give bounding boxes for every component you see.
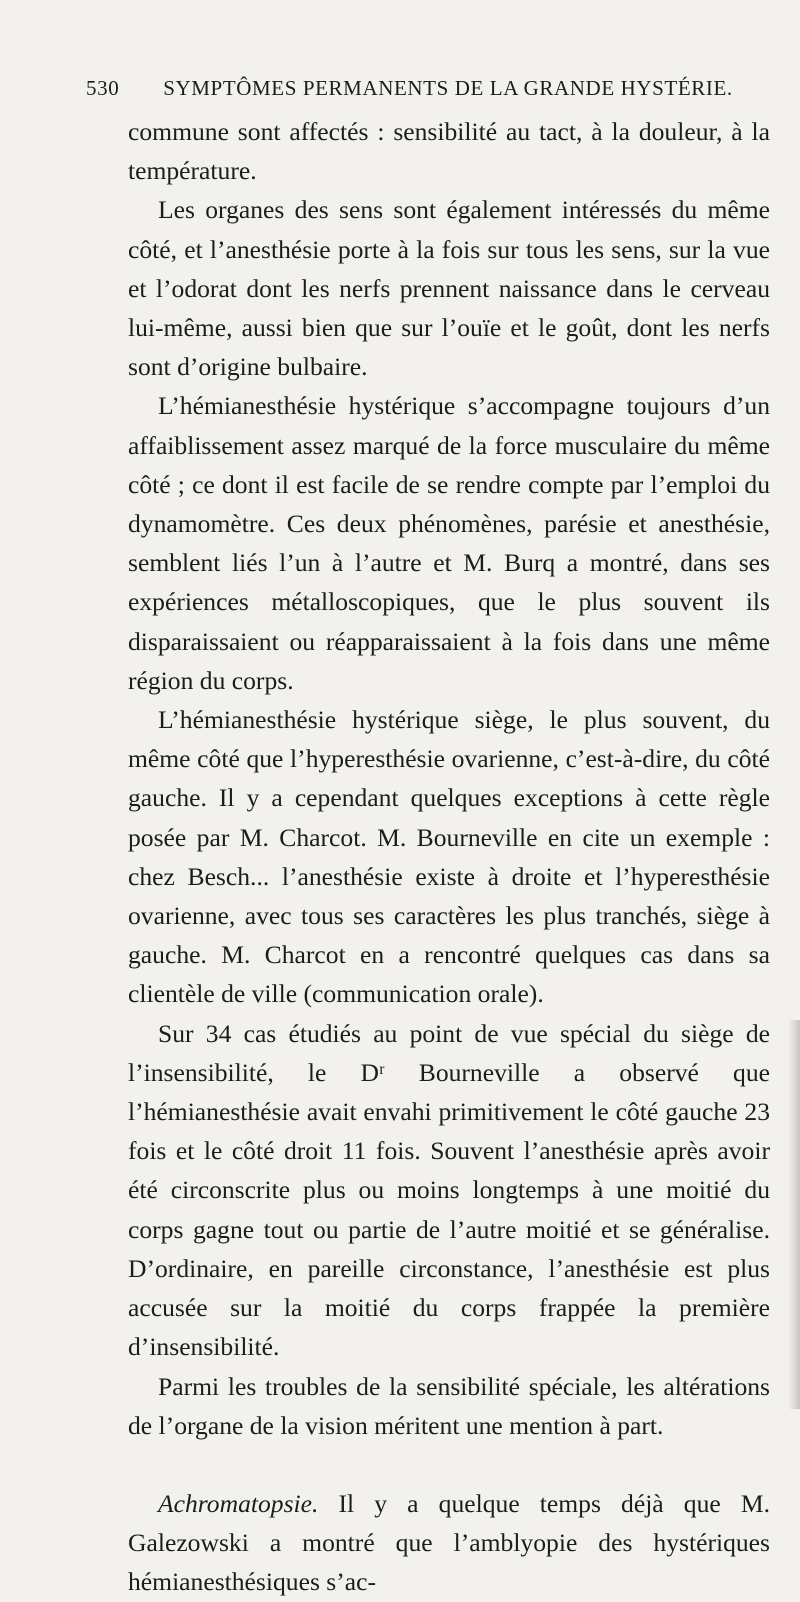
paragraph-muscular-weakness: L’hémianesthésie hystérique s’accompagne toujours d’un affaiblissement assez marqué de la force musculaire du même côté ; ce dont il est facile de se rendre compte par l’emploi du dynamomètre. Ces deux phénomènes, parésie et anesthésie, semblent liés l’un à l’autre et M. Burq a montré, dans ses expériences métalloscopiques, que le plus souvent ils disparaissaient ou réapparaissaient à la fois dans une même région du corps. — [128, 391, 770, 695]
paragraph-sense-organs: Les organes des sens sont également intéressés du même côté, et l’anesthésie porte à la fois sur tous les sens, sur la vue et l’odorat dont les nerfs prennent naissance dans le cerveau lui-même, aussi bien que sur l’ouïe et le goût, dont les nerfs sont d’origine bulbaire. — [128, 195, 770, 382]
section-text: Il y a quelque temps déjà que M. Galezowski a montré que l’amblyopie des hystériques hémianesthésiques s’ac- — [128, 1488, 770, 1597]
section-heading-achromatopsia: Achromatopsie. — [158, 1488, 319, 1518]
page-number: 530 — [86, 76, 120, 100]
paragraph-achromatopsia — [128, 1484, 770, 1602]
paragraph-continuation: commune sont affectés : sensibilité au tact, à la douleur, à la température. — [128, 117, 770, 186]
page-edge-shadow — [788, 1020, 800, 1409]
paragraph-statistics: Sur 34 cas étudiés au point de vue spécial du siège de l’insensibilité, le Dʳ Bourneville a observé que l’hémianesthésie avait envahi primitivement le côté gauche 23 fois et le côté droit 11 fois. Souvent l’anesthésie après avoir été circonscrite plus ou moins longtemps à une moitié du corps gagne tout ou partie de l’autre moitié et se généralise. D’ordinaire, en pareille circonstance, l’anesthésie est plus accusée sur la moitié du corps frappée la première d’insensibilité. — [128, 1018, 770, 1362]
paragraph-ovarian-hyperesthesia: L’hémianesthésie hystérique siège, le plus souvent, du même côté que l’hyperesthésie ovarienne, c’est-à-dire, du côté gauche. Il y a cependant quelques exceptions à cette règle posée par M. Charcot. M. Bourneville en cite un exemple : chez Besch... l’anesthésie existe à droite et l’hyperesthésie ovarienne, avec tous ses caractères les plus tranchés, siège à gauche. M. Charcot en a rencontré quelques cas dans sa clientèle de ville (communication orale). — [128, 705, 770, 1009]
paragraph-vision: Parmi les troubles de la sensibilité spéciale, les altérations de l’organe de la vision méritent une mention à part. — [128, 1371, 770, 1440]
running-head — [86, 66, 770, 106]
running-title: SYMPTÔMES PERMANENTS DE LA GRANDE HYSTÉRIE. — [163, 76, 733, 100]
body-text — [128, 112, 770, 1602]
